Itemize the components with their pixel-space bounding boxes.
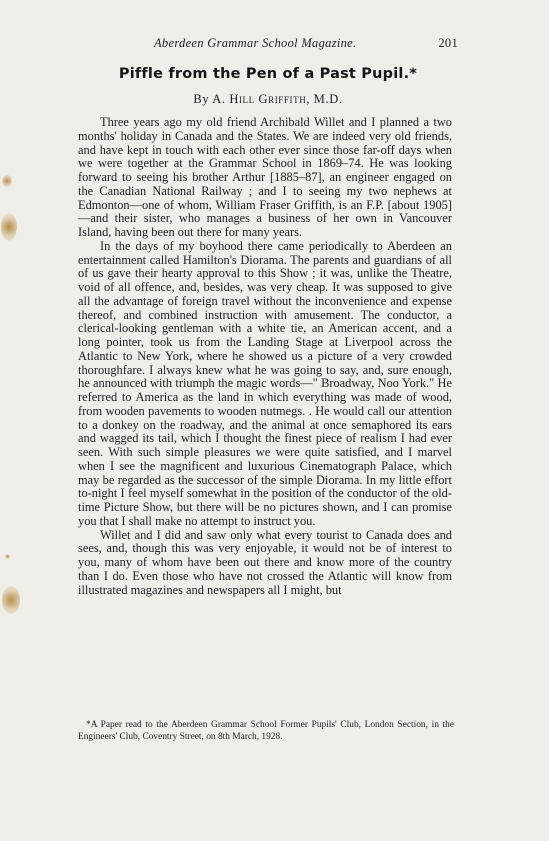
running-title: Aberdeen Grammar School Magazine. bbox=[154, 36, 357, 50]
paper-stain bbox=[1, 213, 17, 241]
page-number: 201 bbox=[438, 36, 458, 50]
paper-stain bbox=[5, 554, 10, 559]
article-body bbox=[78, 116, 452, 597]
byline bbox=[78, 92, 458, 107]
byline-prefix: By A. bbox=[193, 92, 230, 106]
paper-stain bbox=[2, 175, 12, 187]
paragraph: Willet and I did and saw only what every tourist to Canada does and sees, and, though this was very enjoyable, it would not be of interest to you, many of whom have been out there and know more of the country than I do. Even those who have not crossed the Atlantic will know from illustrated magazines and newspapers all I might, but bbox=[78, 527, 452, 597]
footnote-text: *A Paper read to the Aberdeen Grammar School Former Pupils' Club, London Section, in the Engineers' Club, Coventry Street, on 8th March, 1928. bbox=[78, 720, 454, 742]
paragraph: In the days of my boyhood there came periodically to Aberdeen an entertainment called Hamilton's Diorama. The parents and guardians of all of us gave their hearty approval to this Show ; it was, unlike the Theatre, void of all offence, and, besides, was very cheap. It was supposed to give all the advantage of foreign travel without the inconvenience and expense thereof, and combined instruction with amusement. The conductor, a clerical-looking gentleman with a white tie, an American accent, and a long pointer, took us from the Landing Stage at Liverpool across the Atlantic to New York, where he showed us a picture of a very crowded thoroughfare. I always knew what he was going to say, and, sure enough, he announced with triumph the magic words—" Broadway, Noo York." He referred to America as the land in which everything was made of wood, from wooden pavements to wooden nutmegs. . He would call our attention to a donkey on the roadway, and the animal at once semaphored its ears and wagged its tail, which I thought the finest piece of realism I had ever seen. With such simple pleasures we were quite satisfied, and I marvel when I see the magnificent and luxurious Cinematograph Palace, which may be regarded as the successor of the simple Diorama. In my little effort to-night I feel myself somewhat in the position of the conductor of the old-time Picture Show, but there will be no pictures shown, and I can promise you that I shall make no attempt to instruct you. bbox=[78, 238, 452, 528]
paper-stain bbox=[2, 586, 20, 614]
byline-author: Hill Griffith bbox=[229, 92, 307, 106]
article-title: Piffle from the Pen of a Past Pupil.* bbox=[118, 66, 418, 82]
byline-suffix: , M.D. bbox=[306, 92, 343, 106]
footnote bbox=[78, 719, 454, 743]
paragraph: Three years ago my old friend Archibald Willet and I planned a two months' holiday in Canada and the States. We are indeed very old friends, and have kept in touch with each other ever since those far-off days when we were together at the Grammar School in 1869–74. He was looking forward to seeing his brother Arthur [1885–87], an engineer engaged on the Canadian National Railway ; and I to seeing my two nephews at Edmonton—one of whom, William Fraser Griffith, is an F.P. [about 1905]—and their sister, who manages a business of her own in Vancouver Island, having been out there for many years. bbox=[78, 115, 452, 239]
